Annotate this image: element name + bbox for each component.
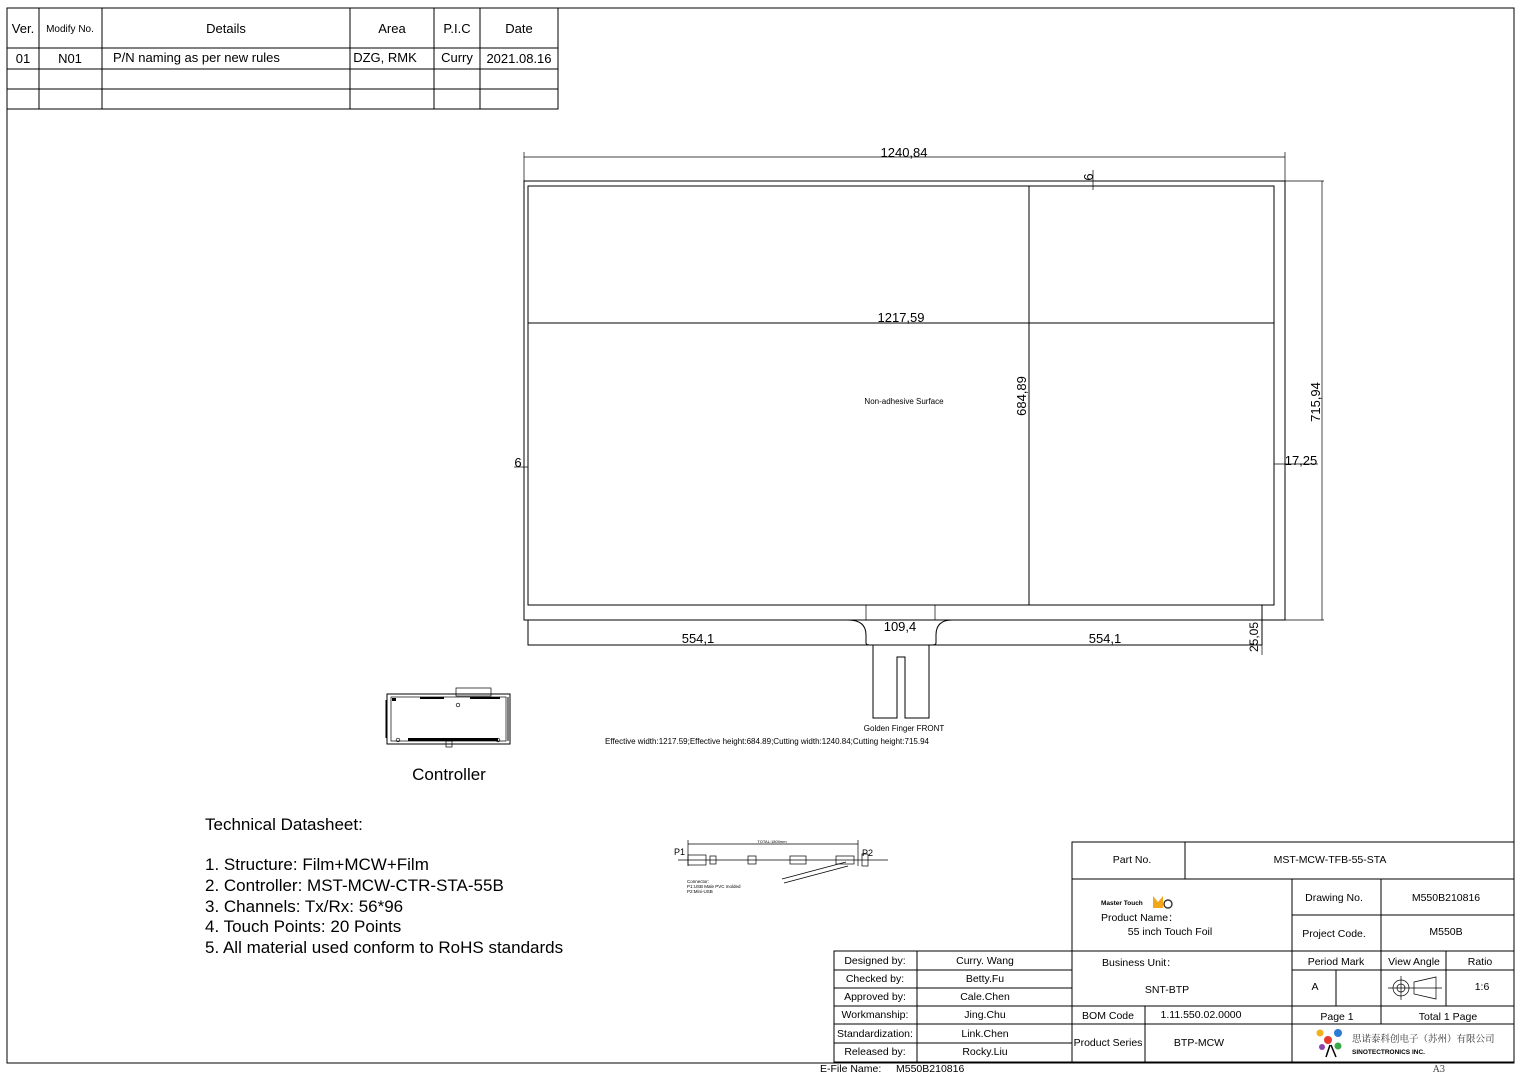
cable-note-1: Connector: [687, 879, 710, 884]
golden-finger-tail [848, 620, 952, 718]
dim-effective-height: 684,89 [1014, 376, 1029, 416]
signoff-label: Workmanship: [841, 1009, 909, 1021]
controller-label: Controller [412, 765, 486, 784]
business-unit-label: Business Unit： [1102, 957, 1177, 969]
signoff-label: Standardization: [837, 1028, 913, 1040]
rev-header-area: Area [378, 21, 406, 36]
ratio-label: Ratio [1467, 956, 1493, 968]
datasheet-item: 5. All material used conform to RoHS standards [205, 938, 564, 957]
total-pages: Total 1 Page [1418, 1011, 1478, 1023]
drawing-no-label: Drawing No. [1305, 892, 1363, 904]
company-name-en: SINOTECTRONICS INC. [1352, 1049, 1425, 1056]
product-name: 55 inch Touch Foil [1127, 926, 1213, 938]
rev-cell-pic: Curry [441, 50, 473, 65]
dim-effective-width: 1217,59 [877, 310, 925, 325]
dim-tail-right: 554,1 [1088, 631, 1122, 646]
business-unit: SNT-BTP [1144, 984, 1190, 996]
effective-note: Effective width:1217.59;Effective height:684.89;Cutting width:1240.84;Cutting height:715.94 [605, 737, 929, 746]
projection-symbol-icon [1388, 976, 1442, 1000]
center-label: Non-adhesive Surface [864, 397, 944, 406]
datasheet-item: 4. Touch Points: 20 Points [205, 917, 402, 936]
ratio: 1:6 [1474, 981, 1490, 993]
part-no-label: Part No. [1112, 854, 1152, 866]
signoff-label: Released by: [844, 1046, 906, 1058]
cable-p1: P1 [674, 847, 686, 857]
signoff-value: Betty.Fu [965, 973, 1005, 985]
signoff-label: Approved by: [844, 991, 906, 1003]
efile-label: E-File Name: [820, 1063, 882, 1073]
cable-total: TOTAL:1800mm [757, 839, 787, 844]
dim-cutting-height: 715,94 [1308, 382, 1323, 422]
dim-right-offset: 17,25 [1284, 453, 1318, 468]
signoff-label: Designed by: [844, 955, 906, 967]
brand-name: Master Touch [1101, 900, 1143, 907]
dimension-lines [514, 152, 1324, 620]
signoff-value: Link.Chen [961, 1028, 1009, 1040]
rev-header-modify: Modify No. [46, 24, 94, 35]
period-mark: A [1311, 981, 1319, 993]
rev-cell-date: 2021.08.16 [486, 51, 552, 66]
signoff-value: Jing.Chu [964, 1009, 1006, 1021]
cable-p2: P2 [862, 848, 874, 858]
revision-table [7, 8, 558, 109]
project-code-label: Project Code. [1302, 928, 1366, 940]
rev-header-pic: P.I.C [443, 21, 471, 36]
rev-header-details: Details [206, 21, 246, 36]
signoff-value: Cale.Chen [960, 991, 1010, 1003]
rev-cell-details: P/N naming as per new rules [113, 50, 280, 65]
controller-board [386, 688, 510, 747]
page-number: Page 1 [1320, 1011, 1354, 1023]
dim-tail-width: 109,4 [883, 619, 917, 634]
signoff-value: Curry. Wang [956, 955, 1014, 967]
signoff-label: Checked by: [845, 973, 905, 985]
bom-code-label: BOM Code [1082, 1010, 1134, 1022]
rev-header-date: Date [505, 21, 533, 36]
signoff-value: Rocky.Liu [962, 1046, 1008, 1058]
rev-cell-modify: N01 [58, 51, 82, 66]
view-angle-label: View Angle [1388, 956, 1440, 968]
title-block [1072, 842, 1514, 1062]
product-name-label: Product Name： [1101, 912, 1179, 924]
drawing-no: M550B210816 [1411, 892, 1481, 904]
dim-top-offset: 6 [1081, 173, 1096, 181]
datasheet-item: 2. Controller: MST-MCW-CTR-STA-55B [205, 876, 504, 895]
master-touch-logo-icon [1153, 896, 1172, 908]
cable-note-2: P1:USB Male PVC molded [687, 884, 741, 889]
datasheet-item: 3. Channels: Tx/Rx: 56*96 [205, 897, 404, 916]
dim-cutting-width: 1240,84 [880, 145, 928, 160]
dim-bottom: 25,05 [1247, 621, 1261, 653]
usb-cable [678, 840, 888, 883]
rev-cell-area: DZG, RMK [353, 50, 417, 65]
cable-note-3: P2:Mini-USB [687, 889, 713, 894]
datasheet-item: 1. Structure: Film+MCW+Film [205, 855, 429, 874]
company-name-cn: 思诺泰科创电子（苏州）有限公司 [1352, 1034, 1495, 1045]
project-code: M550B [1429, 926, 1463, 938]
golden-finger-label: Golden Finger FRONT [863, 724, 945, 733]
rev-cell-ver: 01 [15, 51, 31, 66]
efile-name: M550B210816 [896, 1063, 965, 1073]
rev-header-ver: Ver. [11, 21, 35, 36]
dim-left-offset: 6 [514, 455, 522, 470]
company-logo-icon [1317, 1029, 1343, 1057]
sheet-size: A3 [1433, 1065, 1446, 1073]
product-series: BTP-MCW [1173, 1037, 1225, 1049]
touch-foil-outline [524, 181, 1285, 718]
datasheet-title: Technical Datasheet: [205, 815, 363, 834]
dim-tail-left: 554,1 [681, 631, 715, 646]
period-mark-label: Period Mark [1307, 956, 1365, 968]
bom-code: 1.11.550.02.0000 [1160, 1009, 1242, 1021]
product-series-label: Product Series [1073, 1037, 1143, 1049]
part-no: MST-MCW-TFB-55-STA [1273, 854, 1387, 866]
